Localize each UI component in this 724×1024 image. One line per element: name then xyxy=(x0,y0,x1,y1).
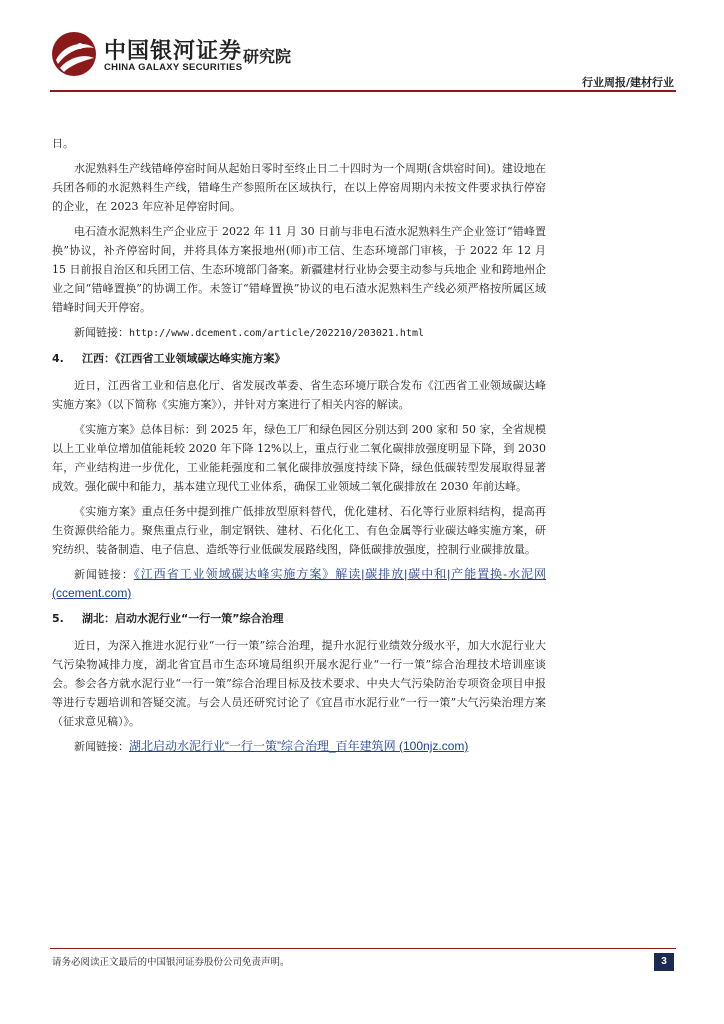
logo-institute: 研究院 xyxy=(243,47,292,66)
main-content xyxy=(52,134,546,762)
news-link-line xyxy=(52,565,546,603)
logo-english-name: CHINA GALAXY SECURITIES xyxy=(104,62,243,73)
report-category: 行业周报/建材行业 xyxy=(581,76,674,89)
news-link-url[interactable]: http://www.dcement.com/article/202210/203021.html xyxy=(129,328,425,339)
page-number: 3 xyxy=(654,953,674,971)
section-heading xyxy=(52,349,546,368)
header-divider xyxy=(50,90,676,92)
paragraph: 水泥熟料生产线错峰停窑时间从起始日零时至终止日二十四时为一个周期(含烘窑时间)。建设地在兵团各师的水泥熟料生产线，错峰生产参照所在区域执行，在以上停窑周期内未按文件要求执行停窑的企业，在 2023 年应补足停窑时间。 xyxy=(52,162,546,213)
paragraph: 近日，为深入推进水泥行业“一行一策”综合治理，提升水泥行业绩效分级水平，加大水泥行业大气污染物减排力度，湖北省宜昌市生态环境局组织开展水泥行业“一行一策”综合治理技术培训座谈会。参会各方就水泥行业“一行一策”综合治理目标及技术要求、中央大气污染防治专项资金项目申报等进行专题培训和答疑交流。与会人员还研究讨论了《宜昌市水泥行业“一行一策”大气污染治理方案（征求意见稿）》。 xyxy=(52,639,546,728)
news-link-prefix: 新闻链接： xyxy=(74,326,129,339)
paragraph: 近日，江西省工业和信息化厅、省发展改革委、省生态环境厅联合发布《江西省工业领域碳达峰实施方案》（以下简称《实施方案》），并针对方案进行了相关内容的解读。 xyxy=(52,379,546,411)
news-link-line xyxy=(52,323,546,343)
paragraph: 日。 xyxy=(52,137,74,150)
news-link[interactable]: 《江西省工业领域碳达峰实施方案》解读|碳排放|碳中和|产能置换-水泥网(ccement.com) xyxy=(52,567,546,600)
section-number: 5. xyxy=(52,612,64,625)
news-link-line xyxy=(52,737,546,756)
section-heading xyxy=(52,609,546,628)
footer-divider xyxy=(50,948,676,949)
section-title: 湖北：启动水泥行业“一行一策”综合治理 xyxy=(82,612,284,625)
section-title: 江西：《江西省工业领域碳达峰实施方案》 xyxy=(82,352,286,365)
galaxy-logo-icon xyxy=(50,30,98,78)
news-link[interactable]: 湖北启动水泥行业“一行一策”综合治理_百年建筑网 (100njz.com) xyxy=(129,739,469,753)
page-header xyxy=(0,0,724,100)
news-link-prefix: 新闻链接： xyxy=(74,568,134,581)
logo-chinese-name: 中国银河证券 xyxy=(104,39,243,64)
news-link-prefix: 新闻链接： xyxy=(74,740,129,753)
paragraph: 《实施方案》重点任务中提到推广低排放型原料替代，优化建材、石化等行业原料结构，提高再生资源供给能力。聚焦重点行业，制定钢铁、建材、石化化工、有色金属等行业碳达峰实施方案，研究纺织、装备制造、电子信息、造纸等行业低碳发展路线图，降低碳排放强度，控制行业碳排放量。 xyxy=(52,505,546,556)
paragraph: 电石渣水泥熟料生产企业应于 2022 年 11 月 30 日前与非电石渣水泥熟料生产企业签订“错峰置换”协议，补齐停窑时间，并将具体方案报地州(师)市工信、生态环境部门审核，于 2022 年 12 月 15 日前报自治区和兵团工信、生态环境部门备案。新疆建材行业协会要主动参与兵地企 业和跨地州企业之间“错峰置换”的协调工作。未签订“错峰置换”协议的电石渣水泥熟料生产线必须严格按所属区域错峰时间天开停窑。 xyxy=(52,225,546,314)
footer-disclaimer: 请务必阅读正文最后的中国银河证券股份公司免责声明。 xyxy=(52,957,290,968)
paragraph: 《实施方案》总体目标：到 2025 年，绿色工厂和绿色园区分别达到 200 家和 50 家，全省规模以上工业单位增加值能耗较 2020 年下降 12%以上，重点行业二氧化碳排放强度明显下降，到 2030 年，产业结构进一步优化，工业能耗强度和二氧化碳排放强度持续下降，绿色低碳转型发展取得显著成效。强化碳中和能力，基本建立现代工业体系，确保工业领域二氧化碳排放在 2030 年前达峰。 xyxy=(52,423,546,493)
section-number: 4. xyxy=(52,352,64,365)
